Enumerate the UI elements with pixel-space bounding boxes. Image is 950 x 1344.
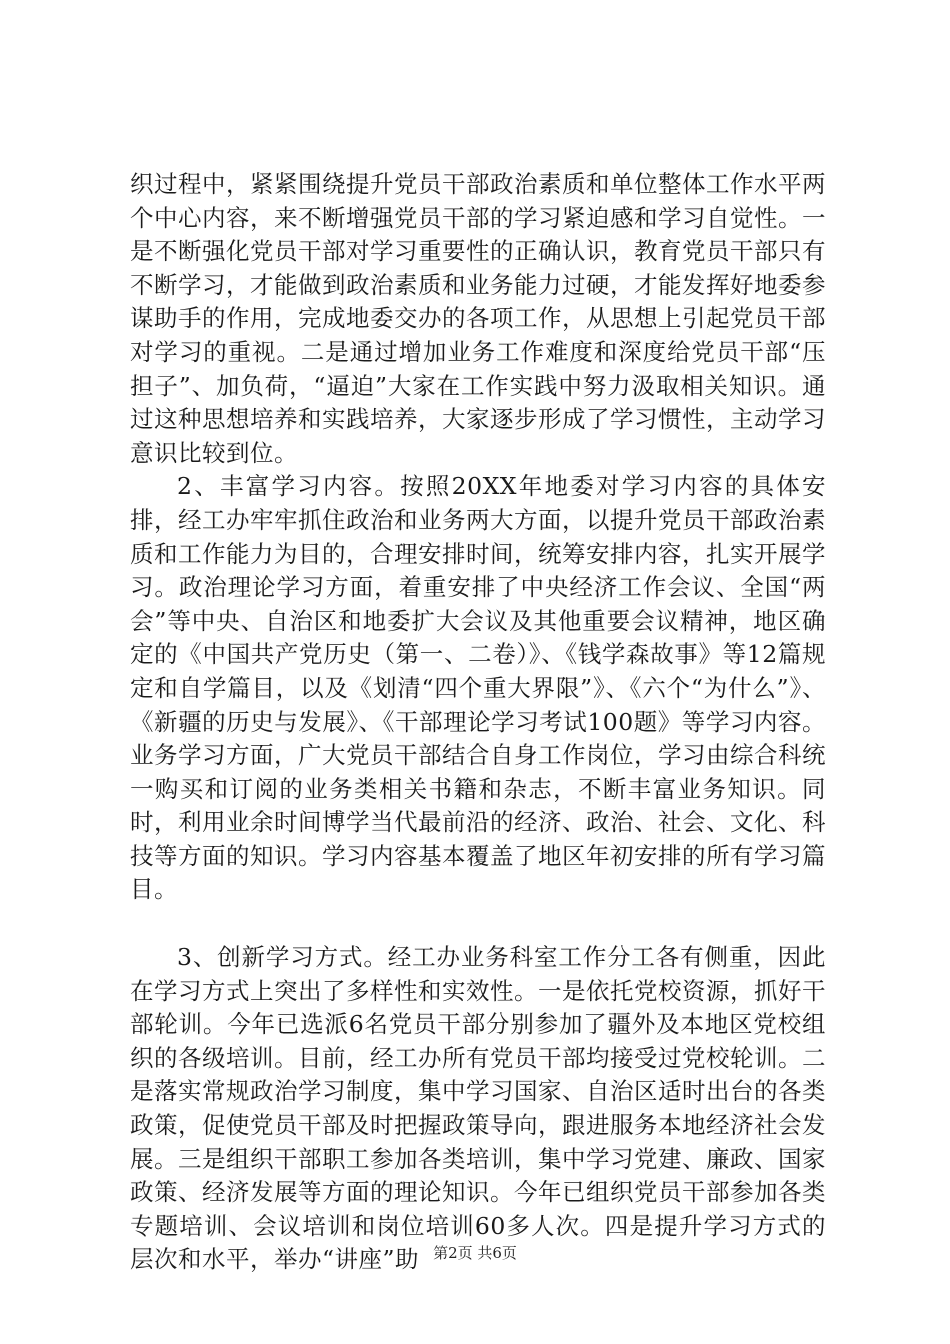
page-footer: 第2页 共6页 [433, 1244, 517, 1262]
body-text [130, 168, 826, 1277]
paragraph-1: 织过程中，紧紧围绕提升党员干部政治素质和单位整体工作水平两个中心内容，来不断增强党员干部的学习紧迫感和学习自觉性。一是不断强化党员干部对学习重要性的正确认识，教育党员干部只有不断学习，才能做到政治素质和业务能力过硬，才能发挥好地委参谋助手的作用，完成地委交办的各项工作，从思想上引起党员干部对学习的重视。二是通过增加业务工作难度和深度给党员干部“压担子”、加负荷，“逼迫”大家在工作实践中努力汲取相关知识。通过这种思想培养和实践培养，大家逐步形成了学习惯性，主动学习意识比较到位。 [130, 170, 826, 467]
paragraph-2: 2、丰富学习内容。按照20XX年地委对学习内容的具体安排，经工办牢牢抓住政治和业务两大方面，以提升党员干部政治素质和工作能力为目的，合理安排时间，统筹安排内容，扎实开展学习。政治理论学习方面，着重安排了中央经济工作会议、全国“两会”等中央、自治区和地委扩大会议及其他重要会议精神，地区确定的《中国共产党历史（第一、二卷）》、《钱学森故事》等12篇规定和自学篇目，以及《划清“四个重大界限”》、《六个“为什么”》、《新疆的历史与发展》、《干部理论学习考试100题》等学习内容。业务学习方面，广大党员干部结合自身工作岗位，学习由综合科统一购买和订阅的业务类相关书籍和杂志，不断丰富业务知识。同时，利用业余时间博学当代最前沿的经济、政治、社会、文化、科技等方面的知识。学习内容基本覆盖了地区年初安排的所有学习篇目。 [130, 472, 826, 904]
paragraph-3: 3、创新学习方式。经工办业务科室工作分工各有侧重，因此在学习方式上突出了多样性和实效性。一是依托党校资源，抓好干部轮训。今年已选派6名党员干部分别参加了疆外及本地区党校组织的各级培训。目前，经工办所有党员干部均接受过党校轮训。二是落实常规政治学习制度，集中学习国家、自治区适时出台的各类政策，促使党员干部及时把握政策导向，跟进服务本地经济社会发展。三是组织干部职工参加各类培训，集中学习党建、廉政、国家政策、经济发展等方面的理论知识。今年已组织党员干部参加各类专题培训、会议培训和岗位培训60多人次。四是提升学习方式的层次和水平，举办“讲座”助 [130, 943, 826, 1274]
